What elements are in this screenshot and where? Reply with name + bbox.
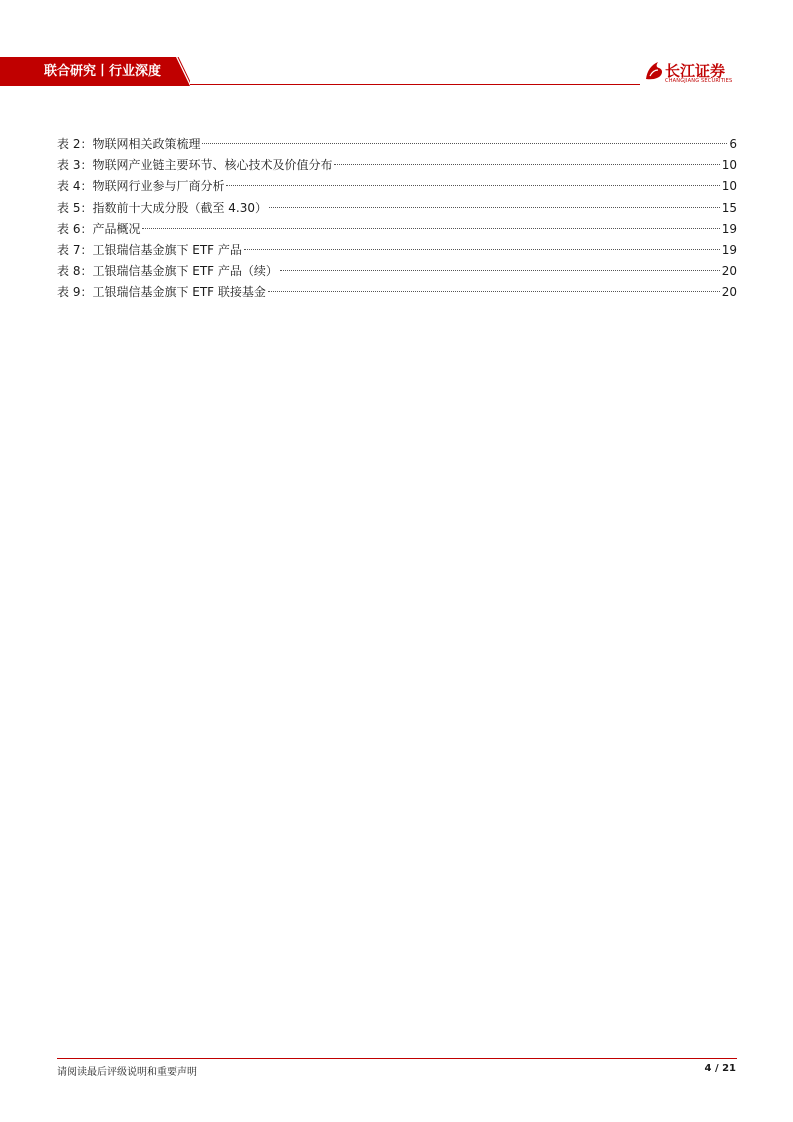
toc-entry[interactable] — [57, 198, 737, 219]
toc-entry-label: 表 9：工银瑞信基金旗下 ETF 联接基金 — [57, 285, 266, 300]
toc-entry[interactable] — [57, 134, 737, 155]
toc-entry-page: 10 — [721, 158, 737, 173]
toc-entry-page: 19 — [721, 242, 737, 257]
toc-entry[interactable] — [57, 176, 737, 197]
toc-entry-page: 15 — [721, 200, 737, 215]
page-number: 4 / 21 — [704, 1063, 736, 1074]
header-rule — [190, 84, 640, 85]
toc-entry-label: 表 4：物联网行业参与厂商分析 — [57, 179, 225, 194]
toc-entry-label: 表 3：物联网产业链主要环节、核心技术及价值分布 — [57, 158, 333, 173]
toc-leader-dots — [334, 164, 719, 165]
toc-entry-page: 10 — [721, 179, 737, 194]
toc-entry-label: 表 7：工银瑞信基金旗下 ETF 产品 — [57, 242, 242, 257]
logo-name-cn: 长江证券 — [665, 62, 726, 80]
toc-leader-dots — [202, 143, 727, 144]
toc-entry-page: 20 — [721, 285, 737, 300]
logo-name-en: CHANGJIANG SECURITIES — [665, 78, 733, 84]
toc-leader-dots — [269, 207, 720, 208]
toc-entry-label: 表 2：物联网相关政策梳理 — [57, 137, 201, 151]
horse-logo-icon — [643, 59, 665, 83]
toc-entry-label: 表 8：工银瑞信基金旗下 ETF 产品（续） — [57, 264, 278, 279]
toc-entry[interactable] — [57, 240, 737, 261]
brand-logo — [643, 59, 743, 87]
toc-leader-dots — [268, 291, 720, 292]
footer-rule — [57, 1058, 737, 1059]
table-of-tables — [57, 134, 737, 304]
toc-leader-dots — [226, 185, 719, 186]
toc-entry-page: 6 — [729, 137, 737, 151]
toc-entry-label: 表 5：指数前十大成分股（截至 4.30） — [57, 200, 267, 215]
toc-leader-dots — [244, 249, 720, 250]
toc-leader-dots — [142, 228, 719, 229]
toc-entry[interactable] — [57, 261, 737, 282]
toc-entry-page: 19 — [721, 221, 737, 236]
toc-entry[interactable] — [57, 155, 737, 176]
toc-entry[interactable] — [57, 219, 737, 240]
toc-entry-page: 20 — [721, 264, 737, 279]
toc-entry[interactable] — [57, 282, 737, 303]
section-label: 联合研究丨行业深度 — [44, 64, 162, 79]
toc-leader-dots — [280, 270, 720, 271]
toc-entry-label: 表 6：产品概况 — [57, 221, 141, 236]
footer-disclaimer: 请阅读最后评级说明和重要声明 — [57, 1067, 197, 1078]
